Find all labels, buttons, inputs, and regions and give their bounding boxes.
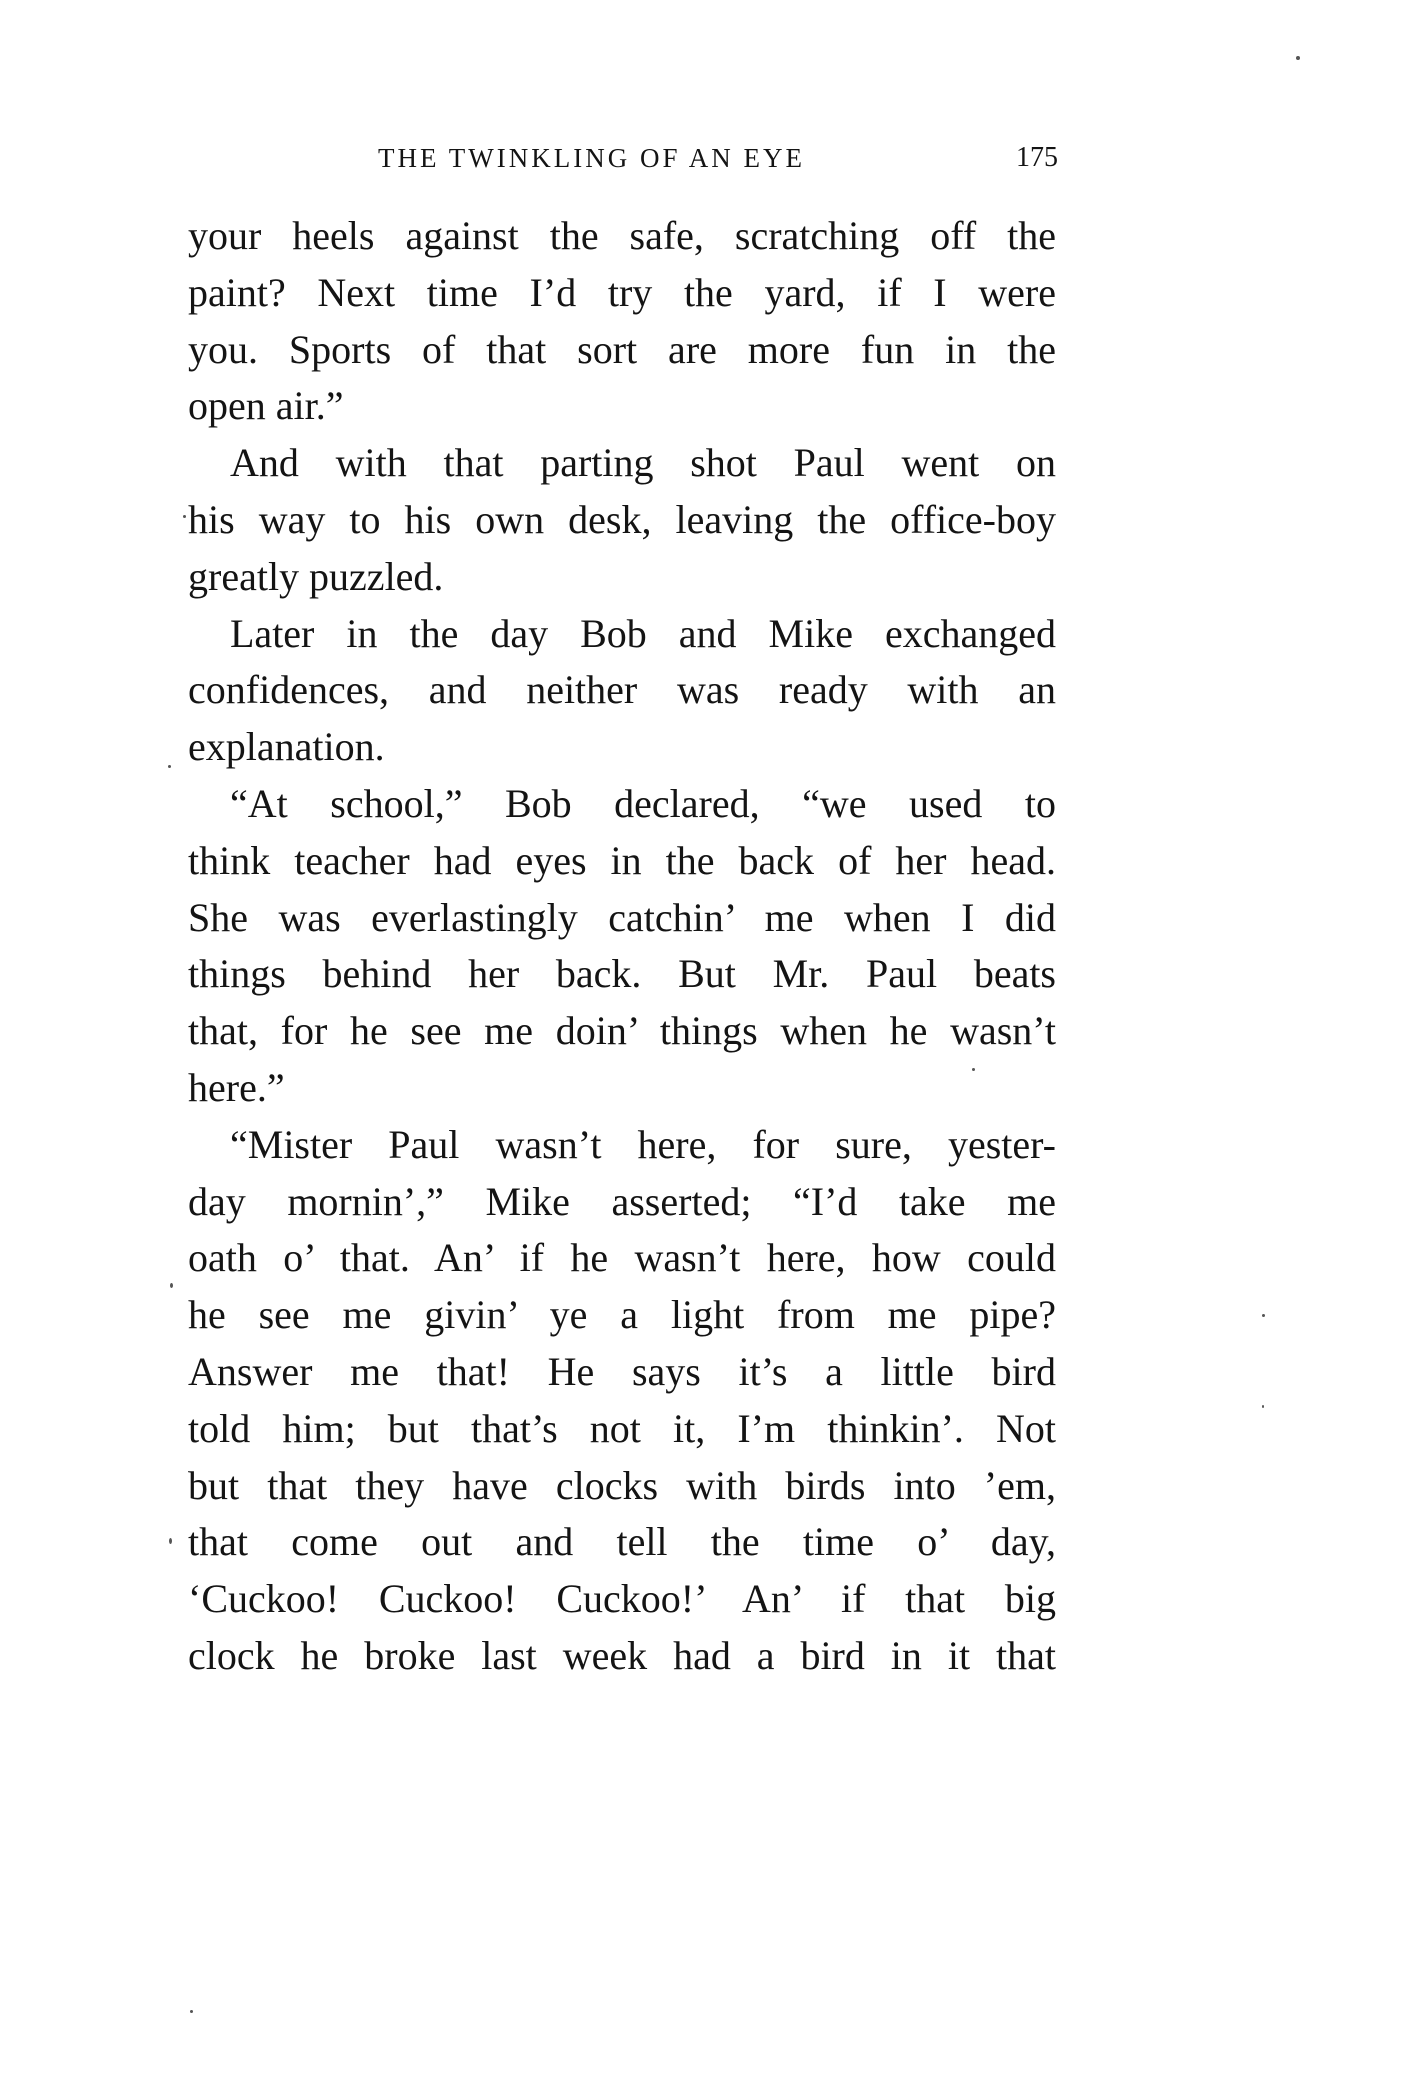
- running-title: THE TWINKLING OF AN EYE: [378, 143, 805, 173]
- scan-speck: [972, 1068, 975, 1071]
- text-line: paint? Next time I’d try the yard, if I were: [188, 269, 1056, 315]
- text-line: open air.”: [188, 383, 344, 429]
- text-line: told him; but that’s not it, I’m thinkin’. Not: [188, 1405, 1056, 1451]
- scan-speck: [170, 1283, 173, 1288]
- scan-speck: [168, 765, 171, 768]
- body-text: [188, 208, 1056, 1685]
- text-line: day mornin’,” Mike asserted; “I’d take me: [188, 1178, 1056, 1224]
- text-line: Later in the day Bob and Mike exchanged: [230, 610, 1056, 656]
- text-line: greatly puzzled.: [188, 553, 444, 599]
- scan-speck: [1262, 1405, 1264, 1408]
- scan-speck: [183, 515, 186, 518]
- text-line: his way to his own desk, leaving the office-boy: [188, 496, 1056, 542]
- text-line: “Mister Paul wasn’t here, for sure, yester-: [230, 1121, 1056, 1167]
- text-line: Answer me that! He says it’s a little bird: [188, 1348, 1056, 1394]
- text-line: explanation.: [188, 724, 385, 770]
- text-line: She was everlastingly catchin’ me when I did: [188, 894, 1056, 940]
- scan-speck: [1262, 1314, 1265, 1317]
- page-number: 175: [1016, 142, 1058, 173]
- text-line: confidences, and neither was ready with an: [188, 667, 1056, 713]
- text-line: ‘Cuckoo! Cuckoo! Cuckoo!’ An’ if that big: [188, 1576, 1056, 1622]
- text-line: but that they have clocks with birds into ’em,: [188, 1462, 1056, 1508]
- running-head: [188, 138, 1068, 178]
- scan-speck: [169, 1538, 172, 1544]
- text-line: oath o’ that. An’ if he wasn’t here, how could: [188, 1235, 1056, 1281]
- text-line: your heels against the safe, scratching off the: [188, 213, 1056, 258]
- text-line: things behind her back. But Mr. Paul beats: [188, 951, 1056, 997]
- scan-speck: [190, 2010, 193, 2013]
- text-line: And with that parting shot Paul went on: [230, 440, 1056, 486]
- text-line: here.”: [188, 1064, 285, 1110]
- text-line: that, for he see me doin’ things when he wasn’t: [188, 1008, 1056, 1054]
- scan-speck: [1296, 56, 1300, 60]
- text-line: he see me givin’ ye a light from me pipe?: [188, 1292, 1056, 1338]
- text-line: that come out and tell the time o’ day,: [188, 1519, 1056, 1565]
- text-line: “At school,” Bob declared, “we used to: [230, 780, 1056, 826]
- text-line: clock he broke last week had a bird in it that: [188, 1632, 1056, 1678]
- text-line: think teacher had eyes in the back of her head.: [188, 837, 1056, 883]
- text-line: you. Sports of that sort are more fun in the: [188, 326, 1056, 372]
